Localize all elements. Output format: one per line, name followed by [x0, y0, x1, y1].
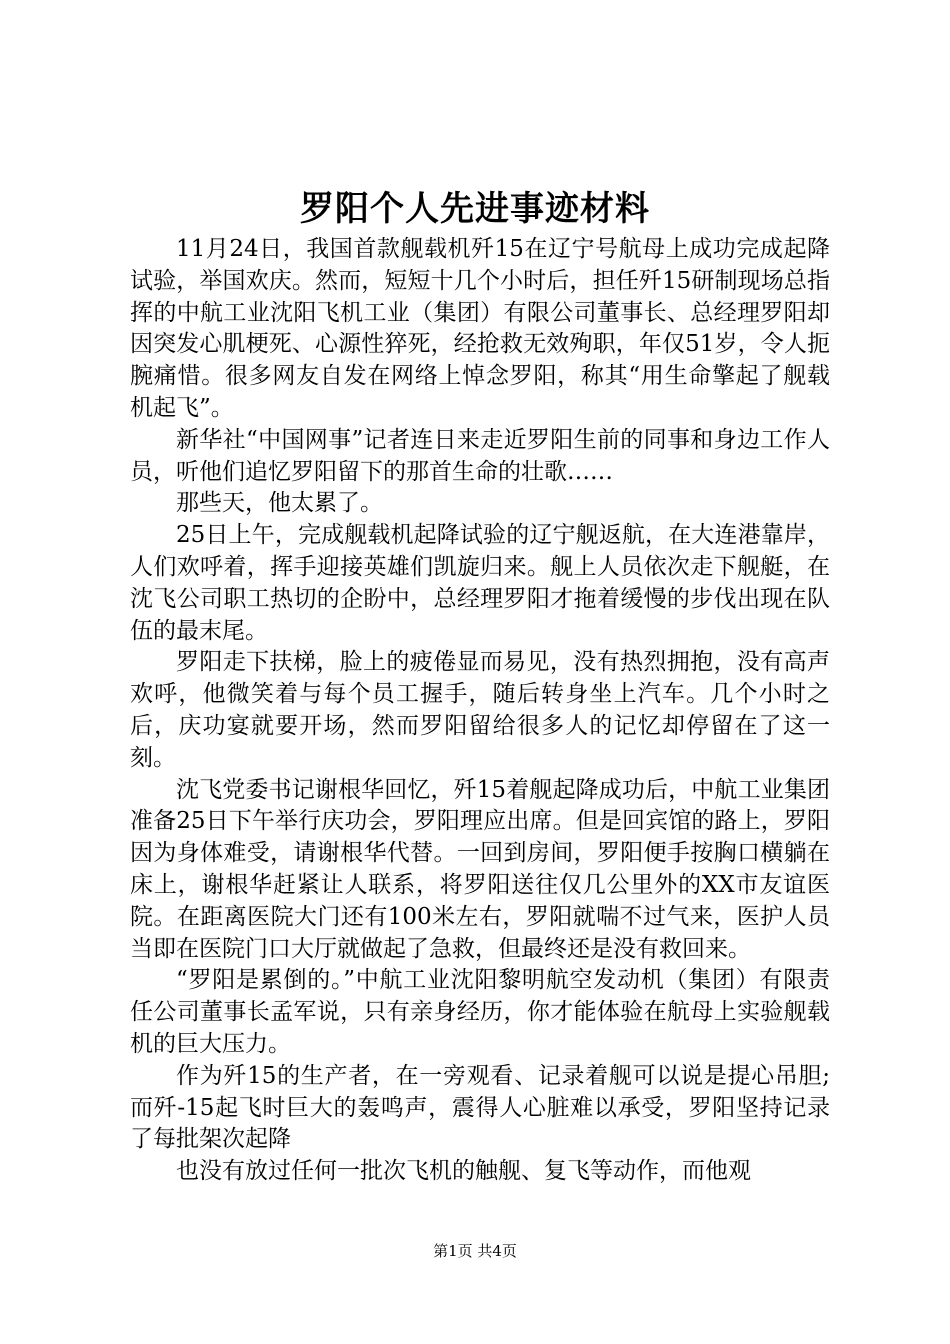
- paragraph: 11月24日，我国首款舰载机歼15在辽宁号航母上成功完成起降试验，举国欢庆。然而，短短十几个小时后，担任歼15研制现场总指挥的中航工业沈阳飞机工业（集团）有限公司董事长、总经理罗阳却因突发心肌梗死、心源性猝死，经抢救无效殉职，年仅51岁，令人扼腕痛惜。很多网友自发在网络上悼念罗阳，称其“用生命擎起了舰载机起飞”。: [130, 236, 830, 421]
- paragraph: 作为歼15的生产者，在一旁观看、记录着舰可以说是提心吊胆;而歼-15起飞时巨大的轰鸣声，震得人心脏难以承受，罗阳坚持记录了每批架次起降: [130, 1062, 830, 1153]
- page-number-footer: 第1页 共4页: [433, 1242, 517, 1260]
- paragraph: “罗阳是累倒的。”中航工业沈阳黎明航空发动机（集团）有限责任公司董事长孟军说，只有亲身经历，你才能体验在航母上实验舰载机的巨大压力。: [130, 967, 830, 1057]
- paragraph: 新华社“中国网事”记者连日来走近罗阳生前的同事和身边工作人员，听他们追忆罗阳留下的那首生命的壮歌……: [130, 426, 830, 485]
- paragraph: 也没有放过任何一批次飞机的触舰、复飞等动作，而他观: [176, 1158, 751, 1185]
- document-body: [130, 234, 830, 1188]
- paragraph: 25日上午，完成舰载机起降试验的辽宁舰返航，在大连港靠岸，人们欢呼着，挥手迎接英雄们凯旋归来。舰上人员依次走下舰艇，在沈飞公司职工热切的企盼中，总经理罗阳才拖着缓慢的步伐出现在队伍的最末尾。: [130, 522, 830, 644]
- paragraph: 沈飞党委书记谢根华回忆，歼15着舰起降成功后，中航工业集团准备25日下午举行庆功会，罗阳理应出席。但是回宾馆的路上，罗阳因为身体难受，请谢根华代替。一回到房间，罗阳便手按胸口横躺在床上，谢根华赶紧让人联系，将罗阳送往仅几公里外的XX市友谊医院。在距离医院大门还有100米左右，罗阳就喘不过气来，医护人员当即在医院门口大厅就做起了急救，但最终还是没有救回来。: [130, 776, 830, 962]
- paragraph: 罗阳走下扶梯，脸上的疲倦显而易见，没有热烈拥抱，没有高声欢呼，他微笑着与每个员工握手，随后转身坐上汽车。几个小时之后，庆功宴就要开场，然而罗阳留给很多人的记忆却停留在了这一刻。: [130, 649, 830, 771]
- document-title: 罗阳个人先进事迹材料: [300, 189, 650, 229]
- paragraph: 那些天，他太累了。: [176, 490, 383, 517]
